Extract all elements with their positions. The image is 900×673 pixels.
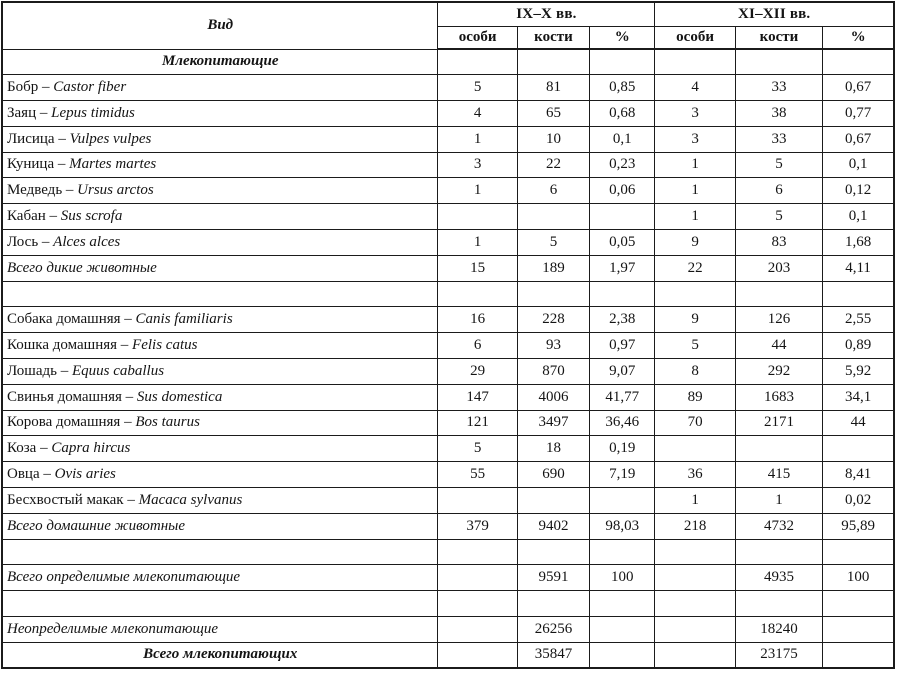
value-cell: 1 xyxy=(655,178,735,204)
value-cell: 147 xyxy=(438,384,517,410)
species-label: Всего млекопитающих xyxy=(2,642,438,668)
value-cell xyxy=(438,591,517,617)
value-cell: 2171 xyxy=(735,410,822,436)
value-cell: 5 xyxy=(735,152,822,178)
value-cell: 5 xyxy=(735,204,822,230)
value-cell xyxy=(517,539,589,565)
value-cell: 3 xyxy=(655,101,735,127)
subheader-percent-2: % xyxy=(823,26,894,49)
value-cell xyxy=(438,281,517,307)
value-cell xyxy=(438,204,517,230)
value-cell: 4 xyxy=(655,75,735,101)
table-row xyxy=(2,101,894,127)
col-header-period-xi-xii: XI–XII вв. xyxy=(655,2,894,26)
value-cell: 9 xyxy=(655,230,735,256)
value-cell: 0,77 xyxy=(823,101,894,127)
value-cell: 81 xyxy=(517,75,589,101)
value-cell: 9591 xyxy=(517,565,589,591)
value-cell: 2,55 xyxy=(823,307,894,333)
value-cell: 70 xyxy=(655,410,735,436)
value-cell: 189 xyxy=(517,255,589,281)
value-cell: 0,1 xyxy=(823,204,894,230)
value-cell: 9 xyxy=(655,307,735,333)
table-row xyxy=(2,642,894,668)
latin-name: Bos taurus xyxy=(135,414,200,431)
value-cell: 0,97 xyxy=(590,333,655,359)
value-cell: 3 xyxy=(655,126,735,152)
latin-name: Equus caballus xyxy=(71,362,165,379)
value-cell: 4935 xyxy=(735,565,822,591)
latin-name: Alces alces xyxy=(53,233,121,250)
value-cell: 6 xyxy=(517,178,589,204)
value-cell xyxy=(655,591,735,617)
value-cell: 1 xyxy=(438,178,517,204)
value-cell xyxy=(655,642,735,668)
value-cell: 2,38 xyxy=(590,307,655,333)
value-cell: 0,89 xyxy=(823,333,894,359)
value-cell xyxy=(517,591,589,617)
value-cell: 16 xyxy=(438,307,517,333)
latin-name: Macaca sylvanus xyxy=(138,491,243,508)
value-cell xyxy=(823,281,894,307)
value-cell: 6 xyxy=(735,178,822,204)
value-cell: 0,1 xyxy=(590,126,655,152)
value-cell xyxy=(655,436,735,462)
subheader-individuals-1: особи xyxy=(438,26,517,49)
fauna-table xyxy=(1,1,895,669)
table-row xyxy=(2,617,894,643)
value-cell: 7,19 xyxy=(590,462,655,488)
species-label: Медведь – Ursus arctos xyxy=(2,178,438,204)
table-row xyxy=(2,359,894,385)
value-cell xyxy=(590,617,655,643)
value-cell xyxy=(655,617,735,643)
value-cell xyxy=(735,281,822,307)
value-cell: 8 xyxy=(655,359,735,385)
table-row xyxy=(2,204,894,230)
value-cell: 36 xyxy=(655,462,735,488)
value-cell xyxy=(590,281,655,307)
value-cell: 1,97 xyxy=(590,255,655,281)
value-cell: 93 xyxy=(517,333,589,359)
value-cell: 23175 xyxy=(735,642,822,668)
col-header-species: Вид xyxy=(2,2,438,49)
value-cell: 0,68 xyxy=(590,101,655,127)
latin-name: Ovis aries xyxy=(54,466,116,483)
value-cell: 100 xyxy=(823,565,894,591)
subheader-individuals-2: особи xyxy=(655,26,735,49)
species-label: Всего определимые млекопитающие xyxy=(2,565,438,591)
table-row xyxy=(2,75,894,101)
table-row xyxy=(2,230,894,256)
value-cell xyxy=(735,436,822,462)
subheader-bones-2: кости xyxy=(735,26,822,49)
value-cell: 26256 xyxy=(517,617,589,643)
value-cell: 44 xyxy=(735,333,822,359)
table-body xyxy=(2,49,894,668)
table-row xyxy=(2,462,894,488)
value-cell: 4,11 xyxy=(823,255,894,281)
value-cell xyxy=(517,49,589,75)
value-cell: 1 xyxy=(438,126,517,152)
value-cell xyxy=(590,204,655,230)
value-cell xyxy=(590,539,655,565)
value-cell: 3 xyxy=(438,152,517,178)
species-label: Лисица – Vulpes vulpes xyxy=(2,126,438,152)
value-cell xyxy=(438,49,517,75)
value-cell xyxy=(823,539,894,565)
value-cell xyxy=(735,539,822,565)
value-cell: 0,85 xyxy=(590,75,655,101)
value-cell: 98,03 xyxy=(590,513,655,539)
table-row xyxy=(2,307,894,333)
species-label: Заяц – Lepus timidus xyxy=(2,101,438,127)
value-cell: 5,92 xyxy=(823,359,894,385)
value-cell: 0,12 xyxy=(823,178,894,204)
value-cell: 22 xyxy=(655,255,735,281)
value-cell: 8,41 xyxy=(823,462,894,488)
species-label: Кабан – Sus scrofa xyxy=(2,204,438,230)
value-cell xyxy=(823,49,894,75)
latin-name: Lepus timidus xyxy=(51,104,135,121)
species-label: Млекопитающие xyxy=(2,49,438,75)
species-label: Неопределимые млекопитающие xyxy=(2,617,438,643)
header-row-periods xyxy=(2,2,894,26)
value-cell: 65 xyxy=(517,101,589,127)
value-cell xyxy=(438,539,517,565)
species-label xyxy=(2,539,438,565)
value-cell: 1683 xyxy=(735,384,822,410)
value-cell xyxy=(590,642,655,668)
value-cell: 5 xyxy=(655,333,735,359)
table-row xyxy=(2,513,894,539)
value-cell: 1,68 xyxy=(823,230,894,256)
table-row xyxy=(2,565,894,591)
value-cell: 4 xyxy=(438,101,517,127)
value-cell: 3497 xyxy=(517,410,589,436)
species-label: Кошка домашняя – Felis catus xyxy=(2,333,438,359)
value-cell: 41,77 xyxy=(590,384,655,410)
species-label: Всего дикие животные xyxy=(2,255,438,281)
value-cell xyxy=(590,49,655,75)
table-row xyxy=(2,333,894,359)
species-label: Собака домашняя – Canis familiaris xyxy=(2,307,438,333)
value-cell xyxy=(517,281,589,307)
value-cell: 415 xyxy=(735,462,822,488)
value-cell: 1 xyxy=(655,152,735,178)
latin-name: Capra hircus xyxy=(51,440,131,457)
latin-name: Castor fiber xyxy=(53,79,127,96)
table-row xyxy=(2,488,894,514)
species-label xyxy=(2,591,438,617)
value-cell: 1 xyxy=(735,488,822,514)
table-row xyxy=(2,178,894,204)
latin-name: Sus domestica xyxy=(136,388,223,405)
value-cell: 36,46 xyxy=(590,410,655,436)
species-label: Коза – Capra hircus xyxy=(2,436,438,462)
species-label: Овца – Ovis aries xyxy=(2,462,438,488)
value-cell: 4732 xyxy=(735,513,822,539)
value-cell: 0,06 xyxy=(590,178,655,204)
value-cell: 44 xyxy=(823,410,894,436)
value-cell: 6 xyxy=(438,333,517,359)
value-cell: 33 xyxy=(735,126,822,152)
value-cell xyxy=(438,565,517,591)
value-cell: 228 xyxy=(517,307,589,333)
table-row xyxy=(2,384,894,410)
species-label: Лось – Alces alces xyxy=(2,230,438,256)
value-cell xyxy=(438,488,517,514)
value-cell: 0,1 xyxy=(823,152,894,178)
value-cell: 121 xyxy=(438,410,517,436)
value-cell xyxy=(735,49,822,75)
species-label: Куница – Martes martes xyxy=(2,152,438,178)
value-cell: 870 xyxy=(517,359,589,385)
value-cell: 5 xyxy=(438,75,517,101)
value-cell: 29 xyxy=(438,359,517,385)
value-cell: 5 xyxy=(517,230,589,256)
value-cell: 4006 xyxy=(517,384,589,410)
value-cell xyxy=(438,642,517,668)
table-row xyxy=(2,591,894,617)
value-cell xyxy=(517,488,589,514)
value-cell: 9,07 xyxy=(590,359,655,385)
value-cell: 35847 xyxy=(517,642,589,668)
value-cell: 18240 xyxy=(735,617,822,643)
value-cell: 218 xyxy=(655,513,735,539)
value-cell xyxy=(655,539,735,565)
value-cell: 55 xyxy=(438,462,517,488)
value-cell: 100 xyxy=(590,565,655,591)
table-row xyxy=(2,126,894,152)
value-cell: 5 xyxy=(438,436,517,462)
value-cell: 1 xyxy=(438,230,517,256)
value-cell xyxy=(655,49,735,75)
value-cell: 1 xyxy=(655,204,735,230)
latin-name: Ursus arctos xyxy=(77,182,154,199)
latin-name: Canis familiaris xyxy=(135,311,233,328)
value-cell: 126 xyxy=(735,307,822,333)
value-cell: 0,19 xyxy=(590,436,655,462)
value-cell: 15 xyxy=(438,255,517,281)
value-cell xyxy=(590,488,655,514)
value-cell: 9402 xyxy=(517,513,589,539)
latin-name: Sus scrofa xyxy=(60,208,123,225)
value-cell: 0,67 xyxy=(823,126,894,152)
species-label: Лошадь – Equus caballus xyxy=(2,359,438,385)
col-header-period-ix-x: IX–X вв. xyxy=(438,2,655,26)
value-cell: 0,67 xyxy=(823,75,894,101)
table-row xyxy=(2,410,894,436)
latin-name: Vulpes vulpes xyxy=(69,130,152,147)
table-row xyxy=(2,539,894,565)
table-row xyxy=(2,49,894,75)
value-cell xyxy=(823,617,894,643)
value-cell xyxy=(590,591,655,617)
value-cell: 690 xyxy=(517,462,589,488)
table-row xyxy=(2,436,894,462)
value-cell: 1 xyxy=(655,488,735,514)
value-cell: 0,05 xyxy=(590,230,655,256)
value-cell xyxy=(823,591,894,617)
subheader-percent-1: % xyxy=(590,26,655,49)
value-cell xyxy=(735,591,822,617)
value-cell: 10 xyxy=(517,126,589,152)
value-cell xyxy=(655,281,735,307)
table-row xyxy=(2,152,894,178)
table-row xyxy=(2,255,894,281)
species-label: Бобр – Castor fiber xyxy=(2,75,438,101)
latin-name: Martes martes xyxy=(69,156,157,173)
value-cell: 33 xyxy=(735,75,822,101)
value-cell: 379 xyxy=(438,513,517,539)
value-cell xyxy=(823,436,894,462)
value-cell: 203 xyxy=(735,255,822,281)
value-cell: 292 xyxy=(735,359,822,385)
value-cell: 38 xyxy=(735,101,822,127)
value-cell: 34,1 xyxy=(823,384,894,410)
species-label: Корова домашняя – Bos taurus xyxy=(2,410,438,436)
species-label: Всего домашние животные xyxy=(2,513,438,539)
species-label xyxy=(2,281,438,307)
value-cell: 18 xyxy=(517,436,589,462)
subheader-bones-1: кости xyxy=(517,26,589,49)
value-cell: 0,23 xyxy=(590,152,655,178)
value-cell xyxy=(655,565,735,591)
value-cell: 89 xyxy=(655,384,735,410)
value-cell: 83 xyxy=(735,230,822,256)
value-cell: 95,89 xyxy=(823,513,894,539)
value-cell: 0,02 xyxy=(823,488,894,514)
table-row xyxy=(2,281,894,307)
species-label: Свинья домашняя – Sus domestica xyxy=(2,384,438,410)
table-header xyxy=(2,2,894,49)
value-cell: 22 xyxy=(517,152,589,178)
value-cell xyxy=(517,204,589,230)
value-cell xyxy=(823,642,894,668)
species-label: Бесхвостый макак – Macaca sylvanus xyxy=(2,488,438,514)
latin-name: Felis catus xyxy=(132,337,198,354)
value-cell xyxy=(438,617,517,643)
